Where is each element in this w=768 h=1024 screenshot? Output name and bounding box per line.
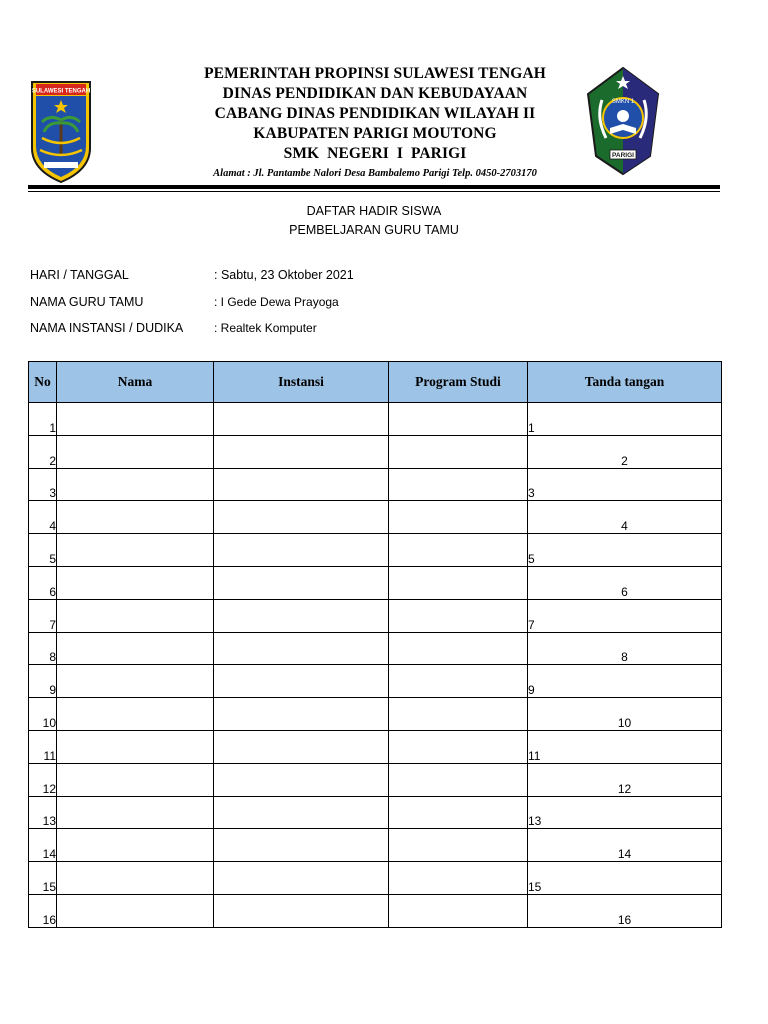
row-number: 6 <box>29 566 57 599</box>
cell-instansi[interactable] <box>214 435 389 468</box>
letterhead-line-4: KABUPATEN PARIGI MOUTONG <box>253 125 497 142</box>
row-number: 12 <box>29 763 57 796</box>
letterhead-line-5: SMK NEGERI I PARIGI <box>283 145 467 162</box>
row-number: 11 <box>29 730 57 763</box>
info-label: HARI / TANGGAL <box>30 268 129 282</box>
cell-signature[interactable]: 3 <box>528 468 722 501</box>
cell-signature[interactable]: 7 <box>528 599 722 632</box>
cell-program-studi[interactable] <box>389 829 528 862</box>
letterhead-block <box>150 64 600 164</box>
header-tanda-tangan: Tanda tangan <box>528 362 722 403</box>
cell-signature[interactable]: 10 <box>528 698 722 731</box>
cell-nama[interactable] <box>57 894 214 927</box>
cell-program-studi[interactable] <box>389 665 528 698</box>
table-row <box>29 698 722 731</box>
cell-program-studi[interactable] <box>389 894 528 927</box>
letterhead-line-1: PEMERINTAH PROPINSI SULAWESI TENGAH <box>204 65 546 82</box>
cell-instansi[interactable] <box>214 599 389 632</box>
cell-nama[interactable] <box>57 501 214 534</box>
header-no: No <box>29 362 57 403</box>
table-row <box>29 599 722 632</box>
cell-program-studi[interactable] <box>389 632 528 665</box>
row-number: 15 <box>29 862 57 895</box>
cell-program-studi[interactable] <box>389 796 528 829</box>
cell-signature[interactable]: 11 <box>528 730 722 763</box>
row-number: 9 <box>29 665 57 698</box>
cell-instansi[interactable] <box>214 403 389 436</box>
sulawesi-tengah-emblem <box>30 78 92 184</box>
cell-instansi[interactable] <box>214 501 389 534</box>
table-row <box>29 796 722 829</box>
letterhead-divider-thin <box>28 191 720 192</box>
row-number: 16 <box>29 894 57 927</box>
cell-signature[interactable]: 13 <box>528 796 722 829</box>
cell-instansi[interactable] <box>214 730 389 763</box>
cell-program-studi[interactable] <box>389 566 528 599</box>
cell-instansi[interactable] <box>214 698 389 731</box>
info-label: NAMA GURU TAMU <box>30 295 144 309</box>
letterhead-line-2: DINAS PENDIDIKAN DAN KEBUDAYAAN <box>222 85 528 102</box>
row-number: 10 <box>29 698 57 731</box>
table-row <box>29 501 722 534</box>
info-label: NAMA INSTANSI / DUDIKA <box>30 321 184 335</box>
info-value: : Realtek Komputer <box>214 321 317 335</box>
row-number: 2 <box>29 435 57 468</box>
cell-nama[interactable] <box>57 403 214 436</box>
header-instansi: Instansi <box>214 362 389 403</box>
cell-program-studi[interactable] <box>389 730 528 763</box>
cell-instansi[interactable] <box>214 829 389 862</box>
cell-instansi[interactable] <box>214 468 389 501</box>
cell-nama[interactable] <box>57 468 214 501</box>
row-number: 1 <box>29 403 57 436</box>
cell-program-studi[interactable] <box>389 763 528 796</box>
logo-bottom-text: PARIGI <box>612 152 634 159</box>
cell-program-studi[interactable] <box>389 435 528 468</box>
cell-nama[interactable] <box>57 796 214 829</box>
row-number: 7 <box>29 599 57 632</box>
cell-instansi[interactable] <box>214 796 389 829</box>
cell-instansi[interactable] <box>214 894 389 927</box>
table-row <box>29 435 722 468</box>
row-number: 14 <box>29 829 57 862</box>
info-value: : I Gede Dewa Prayoga <box>214 295 339 309</box>
cell-nama[interactable] <box>57 435 214 468</box>
logo-top-text: SMKN 1 <box>611 99 635 105</box>
row-number: 4 <box>29 501 57 534</box>
cell-nama[interactable] <box>57 599 214 632</box>
table-row <box>29 862 722 895</box>
table-row <box>29 829 722 862</box>
cell-nama[interactable] <box>57 534 214 567</box>
table-row <box>29 894 722 927</box>
table-row <box>29 730 722 763</box>
row-number: 13 <box>29 796 57 829</box>
cell-nama[interactable] <box>57 862 214 895</box>
cell-signature[interactable]: 1 <box>528 403 722 436</box>
row-number: 8 <box>29 632 57 665</box>
cell-nama[interactable] <box>57 698 214 731</box>
cell-nama[interactable] <box>57 763 214 796</box>
cell-program-studi[interactable] <box>389 468 528 501</box>
info-value: : Sabtu, 23 Oktober 2021 <box>214 268 354 282</box>
cell-program-studi[interactable] <box>389 501 528 534</box>
cell-signature[interactable]: 8 <box>528 632 722 665</box>
row-number: 3 <box>29 468 57 501</box>
table-row <box>29 763 722 796</box>
table-row <box>29 632 722 665</box>
cell-signature[interactable]: 12 <box>528 763 722 796</box>
cell-signature[interactable]: 16 <box>528 894 722 927</box>
row-number: 5 <box>29 534 57 567</box>
cell-signature[interactable]: 4 <box>528 501 722 534</box>
cell-nama[interactable] <box>57 632 214 665</box>
cell-program-studi[interactable] <box>389 862 528 895</box>
letterhead-divider-thick <box>28 185 720 189</box>
cell-instansi[interactable] <box>214 566 389 599</box>
cell-signature[interactable]: 5 <box>528 534 722 567</box>
header-nama: Nama <box>57 362 214 403</box>
document-subtitle: PEMBELJARAN GURU TAMU <box>289 223 459 237</box>
cell-signature[interactable]: 14 <box>528 829 722 862</box>
cell-nama[interactable] <box>57 730 214 763</box>
cell-program-studi[interactable] <box>389 599 528 632</box>
cell-signature[interactable]: 9 <box>528 665 722 698</box>
document-title: DAFTAR HADIR SISWA <box>306 204 442 218</box>
table-row <box>29 403 722 436</box>
table-row <box>29 468 722 501</box>
table-row <box>29 534 722 567</box>
table-row <box>29 665 722 698</box>
cell-program-studi[interactable] <box>389 698 528 731</box>
table-header-row <box>29 362 722 403</box>
cell-instansi[interactable] <box>214 632 389 665</box>
cell-nama[interactable] <box>57 566 214 599</box>
letterhead-line-3: CABANG DINAS PENDIDIKAN WILAYAH II <box>214 105 536 122</box>
cell-instansi[interactable] <box>214 763 389 796</box>
cell-signature[interactable]: 2 <box>528 435 722 468</box>
cell-instansi[interactable] <box>214 862 389 895</box>
cell-instansi[interactable] <box>214 534 389 567</box>
cell-signature[interactable]: 15 <box>528 862 722 895</box>
letterhead-address: Alamat : Jl. Pantambe Nalori Desa Bambalemo Parigi Telp. 0450-2703170 <box>213 168 537 179</box>
table-row <box>29 566 722 599</box>
header-program-studi: Program Studi <box>389 362 528 403</box>
cell-signature[interactable]: 6 <box>528 566 722 599</box>
emblem-text: SULAWESI TENGAH <box>31 88 91 95</box>
cell-program-studi[interactable] <box>389 534 528 567</box>
cell-instansi[interactable] <box>214 665 389 698</box>
cell-nama[interactable] <box>57 829 214 862</box>
attendance-table <box>28 361 722 928</box>
cell-program-studi[interactable] <box>389 403 528 436</box>
cell-nama[interactable] <box>57 665 214 698</box>
